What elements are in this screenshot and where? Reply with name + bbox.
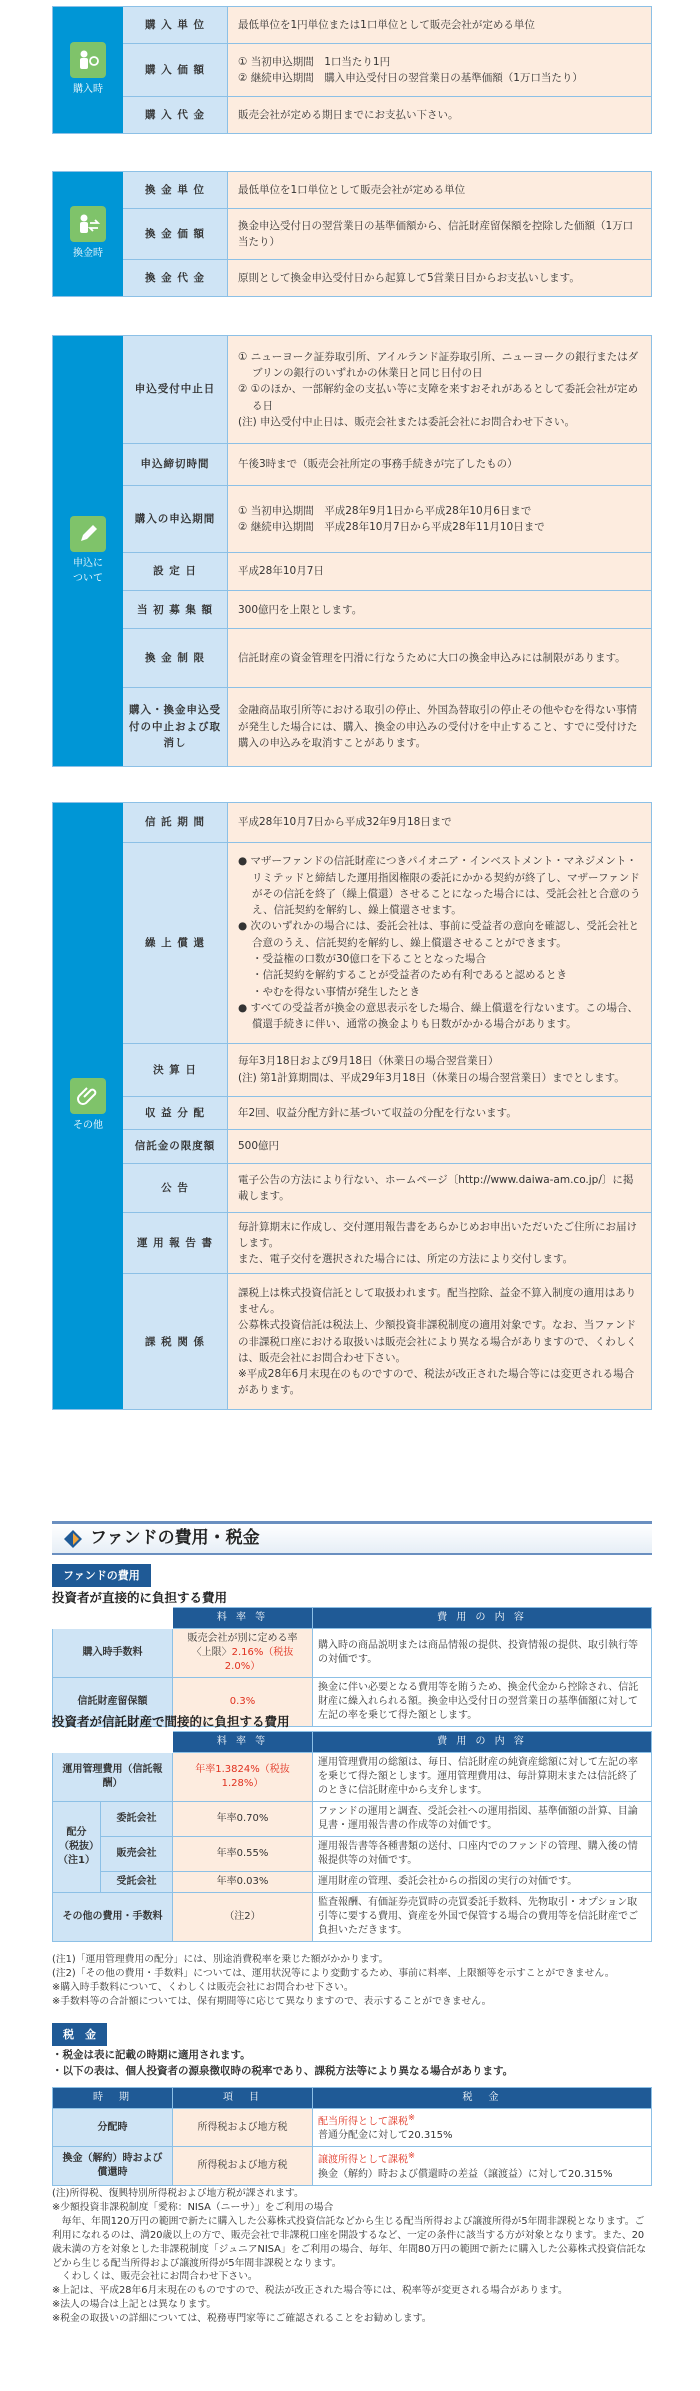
fee-content: 運用管理費用の総額は、毎日、信託財産の純資産総額に対して左記の率を乗じて得た額とします。運用管理費用は、毎計算期末または信託終了のときに信託財産中から支弁します。 [313,1753,652,1802]
row-value [228,172,651,208]
row-value-line: ・信託契約を解約することが受益者のため有利であると認めるとき [252,969,567,982]
row-value-line: (注) 申込受付中止日は、販売会社または委託会社にお問合わせ下さい。 [238,415,576,428]
row-value-line: ① ニューヨーク証券取引所、アイルランド証券取引所、ニューヨークの銀行またはダブリンの銀行のいずれかの休業日と同じ日付の日 [238,350,639,380]
split-party: 販売会社 [101,1837,173,1872]
row-value [228,553,651,590]
fee-note: (注2)「その他の費用・手数料」については、運用状況等により変動するため、事前に料率、上限額等を示すことができません。 [52,1967,615,1979]
row-value [228,97,651,133]
info-row [123,843,651,1044]
row-value-line: 金融商品取引所等における取引の停止、外国為替取引の停止その他やむを得ない事情が発生した場合には、購入、換金の申込みの受付けを中止すること、すでに受付けた購入の申込みを取消すことがあります。 [238,704,638,750]
row-value-line: 最低単位を1円単位または1口単位として販売会社が定める単位 [238,19,535,32]
row-value [228,803,651,842]
other-side [53,803,123,1409]
row-value [228,444,651,485]
diamond-icon [62,1528,84,1550]
col-rate-header-2: 料 率 等 [173,1732,313,1753]
fee-rate-red: 年率1.3824%（税抜1.28%） [173,1753,313,1802]
fee-content: 監査報酬、有価証券売買時の売買委託手数料、先物取引・オプション取引等に要する費用、資産を外国で保管する場合の費用等を信託財産でご負担いただきます。 [313,1893,652,1942]
fee-row [53,1753,652,1802]
row-label: 購 入 代 金 [123,97,228,133]
info-row [123,7,651,44]
tax-value [313,2147,652,2185]
info-row [123,553,651,591]
tax-note: くわしくは、販売会社にお問合わせ下さい。 [52,2271,258,2283]
row-value-line: 販売会社が定める期日までにお支払い下さい。 [238,108,459,121]
row-label: 申込受付中止日 [123,336,228,443]
row-label: 設 定 日 [123,553,228,590]
row-value [228,843,651,1043]
info-row [123,629,651,688]
row-value [228,1130,651,1163]
row-value-line: 毎年3月18日および9月18日（休業日の場合翌営業日） [238,1055,499,1068]
fee-split-row [53,1802,652,1837]
exchange-rows [123,172,651,296]
fee-row [53,1893,652,1942]
other-side-label: その他 [73,1120,103,1132]
row-value [228,591,651,628]
split-content: ファンドの運用と調査、受託会社への運用指図、基準価額の計算、目論見書・運用報告書の作成等の対価です。 [313,1802,652,1837]
person-coin-icon [70,42,106,78]
col-content-header-2: 費 用 の 内 容 [313,1732,652,1753]
row-value-line: 原則として換金申込受付日から起算して5営業日目からお支払いします。 [238,271,580,284]
row-label: 繰 上 償 還 [123,843,228,1043]
col-tax-header: 税 金 [313,2088,652,2109]
tax-item: 所得税および地方税 [173,2147,313,2185]
exchange-side [53,172,123,296]
tax-note: ※少額投資非課税制度「愛称：NISA（ニーサ）」をご利用の場合 [52,2201,334,2213]
fee-note: ※手数料等の合計額については、保有期間等に応じて異なりますので、表示することができません。 [52,1995,492,2007]
fee-content: 換金に伴い必要となる費用等を賄うため、換金代金から控除され、信託財産に繰入れられる額。換金申込受付日の翌営業日の基準価額に対して左記の率を乗じて得た額とします。 [313,1678,652,1727]
row-value-line: ● 次のいずれかの場合には、委託会社は、事前に受益者の意向を確認し、受託会社と合意のうえ、信託契約を解約し、繰上償還させることができます。 [238,920,639,949]
col-when-header: 時 期 [53,2088,173,2109]
tax-type: 譲渡所得として課税 [318,2154,408,2166]
pen-icon [70,516,106,552]
purchase-section [52,6,652,134]
row-value-line: ・受益権の口数が30億口を下ることとなった場合 [252,953,486,966]
fee-note: ※購入時手数料について、くわしくは販売会社にお問合わせ下さい。 [52,1981,354,1993]
fee-rate: （注2） [173,1893,313,1942]
row-label: 購 入 価 額 [123,44,228,95]
info-row [123,1213,651,1275]
tax-footnote-mark: ※ [408,2150,415,2161]
row-value [228,1097,651,1130]
info-row [123,1130,651,1164]
fee-rate-text: 販売会社が別に定める率〈上限〉 [187,1633,298,1658]
info-row [123,688,651,766]
fee-notes [52,1953,652,2009]
row-value-line: ① 当初申込期間 1口当たり1円 [238,55,391,68]
tax-note: (注)所得税、復興特別所得税および地方税が課されます。 [52,2188,304,2199]
purchase-side [53,7,123,133]
info-row [123,209,651,260]
info-row [123,1097,651,1131]
row-value-line: ② 継続申込期間 購入申込受付日の翌営業日の基準価額（1万口当たり） [238,72,583,84]
other-section [52,802,652,1410]
tax-table [52,2087,652,2186]
tax-row [53,2109,652,2147]
fee-split-row [53,1837,652,1872]
direct-fee-table [52,1607,652,1727]
fee-note: (注1)「運用管理費用の配分」には、別途消費税率を乗じた額がかかります。 [52,1954,389,1965]
row-value-line: また、電子交付を選択された場合には、所定の方法により交付します。 [238,1253,574,1266]
row-value-line: 500億円 [238,1140,280,1153]
fee-label: その他の費用・手数料 [53,1893,173,1942]
tax-note: 毎年、年間120万円の範囲で新たに購入した公募株式投資信託などから生じる配当所得および譲渡所得が5年間非課税となります。ご利用になれるのは、満20歳以上の方で、販売会社で非課税口座を開設するなど、一定の条件に該当する方が対象となります。また、20歳未満の方を対象とした非課税制度「ジュニアNISA」をご利用の場合、毎年、年間80万円の範囲で新たに購入した公募株式投資信託などから生じる配当所得および譲渡所得が5年間非課税となります。 [52,2215,647,2269]
tax-bullet: ・税金は表に記載の時期に適用されます。 [52,2049,251,2061]
fee-rate-red: 0.3% [229,1696,256,1707]
fee-label: 購入時手数料 [53,1629,173,1678]
row-label: 当 初 募 集 額 [123,591,228,628]
tax-note: ※税金の取扱いの詳細については、税務専門家等にご確認されることをお勧めします。 [52,2313,432,2325]
fee-rate [173,1629,313,1678]
tax-row [53,2147,652,2185]
tax-note: ※法人の場合は上記とは異なります。 [52,2299,217,2311]
row-label: 申込締切時間 [123,444,228,485]
row-value-line: 年2回、収益分配方針に基づいて収益の分配を行ないます。 [238,1106,517,1119]
application-side-label: 申込に ついて [73,557,103,584]
exchange-side-label: 換金時 [73,248,103,260]
row-value [228,260,651,296]
row-value-line: 平成28年10月7日から平成32年9月18日まで [238,816,452,829]
row-value [228,629,651,687]
info-row [123,444,651,486]
row-value [228,7,651,43]
indirect-heading: 投資者が信託財産で間接的に負担する費用 [52,1714,290,1729]
row-label: 運 用 報 告 書 [123,1213,228,1274]
split-rate: 年率0.55% [173,1837,313,1872]
tax-notes [52,2187,652,2326]
col-item-header: 項 目 [173,2088,313,2109]
info-row [123,591,651,629]
row-value-line: ② ①のほか、一部解約金の支払い等に支障を来すおそれがあるとして委託会社が定める日 [238,383,639,412]
tax-value [313,2109,652,2147]
info-row [123,44,651,96]
tax-bullets [52,2048,652,2080]
row-label: 公 告 [123,1164,228,1212]
col-rate-header: 料 率 等 [173,1608,313,1629]
application-side [53,336,123,766]
row-label: 信託金の限度額 [123,1130,228,1163]
tax-bullet: ・以下の表は、個人投資者の源泉徴収時の税率であり、課税方法等により異なる場合があります。 [52,2064,514,2077]
other-rows [123,803,651,1409]
row-value-line: 最低単位を1口単位として販売会社が定める単位 [238,183,466,196]
row-value-line: 公募株式投資信託は税法上、少額投資非課税制度の適用対象です。なお、当ファンドの非課税口座における取扱いは販売会社により異なる場合がありますので、くわしくは、販売会社にお問合わせ下さい。 [238,1319,637,1364]
row-value [228,44,651,95]
row-value-line: ① 当初申込期間 平成28年9月1日から平成28年10月6日まで [238,504,532,517]
tax-note: ※上記は、平成28年6月末現在のものですので、税法が改正された場合等には、税率等が変更される場合があります。 [52,2285,568,2297]
indirect-fee-table [52,1731,652,1942]
row-value-line: ② 継続申込期間 平成28年10月7日から平成28年11月10日まで [238,521,545,534]
info-row [123,1274,651,1409]
row-value [228,1213,651,1274]
row-value [228,688,651,766]
tax-when: 分配時 [53,2109,173,2147]
fee-row [53,1629,652,1678]
row-value [228,486,651,552]
info-row [123,172,651,209]
row-value-line: 300億円を上限とします。 [238,603,363,616]
application-rows [123,336,651,766]
row-label: 換 金 制 限 [123,629,228,687]
fee-label: 信託財産留保額 [53,1678,173,1727]
row-value [228,1044,651,1096]
row-value-line: 毎計算期末に作成し、交付運用報告書をあらかじめお申出いただいたご住所にお届けします。 [238,1220,637,1249]
split-party: 受託会社 [101,1872,173,1893]
split-rate: 年率0.70% [173,1802,313,1837]
row-label: 課 税 関 係 [123,1274,228,1409]
application-section [52,335,652,767]
col-content-header: 費 用 の 内 容 [313,1608,652,1629]
info-row [123,97,651,133]
fee-rate-red: 2.16%（税抜2.0%） [224,1647,294,1672]
split-label: 配分（税抜）（注1） [53,1802,101,1893]
fee-label: 運用管理費用（信託報酬） [53,1753,173,1802]
purchase-rows [123,7,651,133]
row-value-line: 換金申込受付日の翌営業日の基準価額から、信託財産留保額を控除した価額（1万口当たり） [238,219,634,248]
row-value-line: ● すべての受益者が換金の意思表示をした場合、繰上償還を行ないます。この場合、償還手続きに伴い、通常の換金よりも日数がかかる場合があります。 [238,1001,638,1031]
info-row [123,1044,651,1097]
row-label: 収 益 分 配 [123,1097,228,1130]
split-content: 運用財産の管理、委託会社からの指図の実行の対価です。 [313,1872,652,1893]
info-row [123,486,651,553]
row-value [228,336,651,443]
tax-rate: 換金（解約）時および償還時の差益（譲渡益）に対して20.315% [318,2168,613,2180]
row-label: 換 金 価 額 [123,209,228,259]
row-value [228,209,651,259]
row-value-line: 課税上は株式投資信託として取扱われます。配当控除、益金不算入制度の適用はありません。 [238,1286,637,1316]
row-value-line: 電子公告の方法により行ない、ホームページ〔http://www.daiwa-am.co.jp/〕に掲載します。 [238,1173,634,1202]
row-label: 信 託 期 間 [123,803,228,842]
person-exchange-icon [70,206,106,242]
row-value-line: 信託財産の資金管理を円滑に行なうために大口の換金申込みには制限があります。 [238,651,626,664]
tax-type: 配当所得として課税 [318,2116,408,2128]
info-row [123,336,651,444]
fee-content: 購入時の商品説明または商品情報の提供、投資情報の提供、取引執行等の対価です。 [313,1629,652,1678]
purchase-side-label: 購入時 [73,84,103,96]
exchange-section [52,171,652,297]
direct-heading: 投資者が直接的に負担する費用 [52,1590,228,1605]
row-label: 購入・換金申込受付の中止および取消し [123,688,228,766]
paperclip-icon [70,1078,106,1114]
fees-title: ファンドの費用・税金 [90,1528,260,1549]
row-value-line: 午後3時まで（販売会社所定の事務手続きが完了したもの） [238,458,518,471]
tax-footnote-mark: ※ [408,2112,415,2122]
row-value-line: ・やむを得ない事情が発生したとき [252,985,420,998]
tax-when: 換金（解約）時および償還時 [53,2147,173,2185]
split-party: 委託会社 [101,1802,173,1837]
row-value [228,1274,651,1409]
row-value-line: 平成28年10月7日 [238,565,324,578]
row-value-line: (注) 第1計算期間は、平成29年3月18日（休業日の場合翌営業日）までとします。 [238,1071,625,1084]
tax-item: 所得税および地方税 [173,2109,313,2147]
row-value-line: ※平成28年6月末現在のものですので、税法が改正された場合等には変更される場合があります。 [238,1368,635,1397]
info-row [123,260,651,296]
row-label: 決 算 日 [123,1044,228,1096]
row-label: 購入の申込期間 [123,486,228,552]
fee-split-row [53,1872,652,1893]
info-row [123,1164,651,1213]
info-row [123,803,651,843]
split-content: 運用報告書等各種書類の送付、口座内でのファンドの管理、購入後の情報提供等の対価です。 [313,1837,652,1872]
tax-tag: 税 金 [52,2023,107,2046]
split-rate: 年率0.03% [173,1872,313,1893]
row-value [228,1164,651,1212]
fees-title-bar [52,1521,652,1555]
row-label: 換 金 代 金 [123,260,228,296]
fees-tag: ファンドの費用 [52,1564,151,1587]
row-label: 換 金 単 位 [123,172,228,208]
row-value-line: ● マザーファンドの信託財産につきパイオニア・インベストメント・マネジメント・リミテッドと締結した運用指図権限の委託にかかる契約が終了し、マザーファンドがその信託を終了（繰上償還）させることになった場合には、受託会社と合意のうえ、信託契約を解約し、繰上償還させます。 [238,855,641,917]
tax-rate: 普通分配金に対して20.315% [318,2130,453,2142]
row-label: 購 入 単 位 [123,7,228,43]
